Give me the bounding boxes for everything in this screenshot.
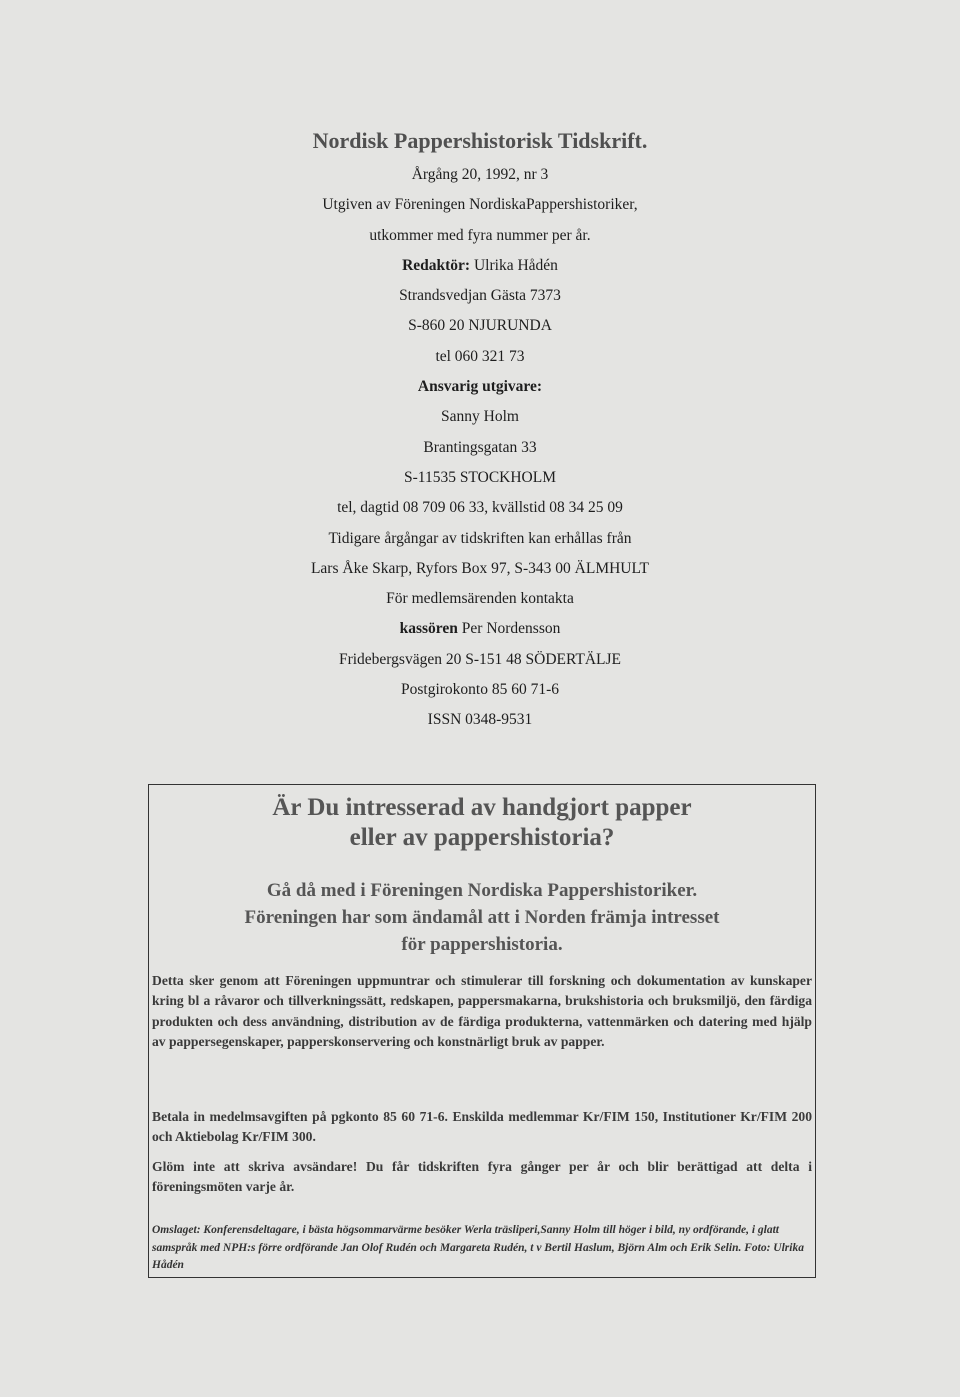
colophon-line: [0, 493, 960, 523]
colophon-line: [0, 281, 960, 311]
colophon-text: Ulrika Hådén: [470, 256, 558, 274]
colophon-line: [0, 311, 960, 341]
colophon-text: Strandsvedjan Gästa 7373: [399, 287, 561, 305]
membership-ad-box: [148, 784, 816, 1278]
colophon-line: [0, 524, 960, 554]
colophon-text: tel 060 321 73: [435, 347, 525, 365]
colophon-line: [0, 372, 960, 402]
colophon-text: Tidigare årgångar av tidskriften kan erhållas från: [328, 529, 632, 547]
ad-paragraph-purpose: Detta sker genom att Föreningen uppmuntrar och stimulerar till forskning och dokumentation av kunskaper kring bl a råvaror och tillverkningssätt, redskapen, pappersmakarna, brukshistoria och bruksmiljö, den färdiga produkten och dess användning, distribution av de färdiga produkterna, vattenmärken och datering med hjälp av pappersegenskaper, papperskonservering och konstnärligt bruk av papper.: [152, 973, 812, 1049]
colophon-label: kassören: [399, 620, 458, 638]
colophon-line: [0, 190, 960, 220]
colophon-line: [0, 705, 960, 735]
colophon-text: För medlemsärenden kontakta: [386, 590, 574, 608]
colophon-text: ISSN 0348-9531: [427, 711, 533, 729]
ad-heading-line-2: eller av pappershistoria?: [349, 824, 615, 851]
colophon-line: [0, 402, 960, 432]
colophon-text: S-11535 STOCKHOLM: [403, 468, 556, 486]
colophon-line: [0, 160, 960, 190]
colophon-text: Lars Åke Skarp, Ryfors Box 97, S-343 00 ÄLMHULT: [310, 559, 650, 577]
colophon-line: [0, 251, 960, 281]
colophon-text: Postgirokonto 85 60 71-6: [400, 681, 560, 699]
colophon-line: [0, 645, 960, 675]
colophon-label: Redaktör:: [402, 256, 471, 274]
colophon-line: [0, 614, 960, 644]
colophon-line: [0, 584, 960, 614]
colophon-line: [0, 221, 960, 251]
colophon-line: [0, 463, 960, 493]
ad-paragraph-reminder: Glöm inte att skriva avsändare! Du får tidskriften fyra gånger per år och blir berättigad att delta i föreningsmöten varje år.: [152, 1159, 812, 1195]
ad-heading: [149, 793, 815, 853]
journal-title: Nordisk Pappershistorisk Tidskrift.: [312, 128, 648, 153]
colophon-line: [0, 675, 960, 705]
ad-heading-line-1: Är Du intresserad av handgjort papper: [272, 794, 692, 821]
colophon-line: [0, 433, 960, 463]
colophon-line: [0, 342, 960, 372]
colophon-line: [0, 554, 960, 584]
cover-caption: Omslaget: Konferensdeltagare, i bästa högsommarvärme besöker Werla träsliperi,Sanny Holm till höger i bild, ny ordförande, i glatt samspråk med NPH:s förre ordförande Jan Olof Rudén och Margareta Rudén, t v Bertil Haslum, Björn Alm och Erik Selin. Foto: Ulrika Hådén: [152, 1224, 804, 1271]
ad-subheading-line-2: Föreningen har som ändamål att i Norden främja intresset: [244, 907, 720, 928]
colophon: [0, 160, 960, 736]
ad-subheading-line-1: Gå då med i Föreningen Nordiska Pappershistoriker.: [266, 880, 698, 901]
colophon-text: tel, dagtid 08 709 06 33, kvällstid 08 34 25 09: [337, 499, 623, 517]
colophon-text: Utgiven av Föreningen NordiskaPappershistoriker,: [322, 196, 638, 214]
colophon-text: utkommer med fyra nummer per år.: [369, 226, 591, 244]
colophon-label: Ansvarig utgivare:: [417, 378, 543, 396]
ad-subheading-line-3: för pappershistoria.: [401, 934, 563, 955]
ad-paragraph-fees: Betala in medelmsavgiften på pgkonto 85 60 71-6. Enskilda medlemmar Kr/FIM 150, Institutioner Kr/FIM 200 och Aktiebolag Kr/FIM 300.: [152, 1109, 812, 1145]
colophon-text: Årgång 20, 1992, nr 3: [411, 166, 549, 183]
colophon-text: Sanny Holm: [441, 408, 519, 426]
colophon-text: S-860 20 NJURUNDA: [408, 317, 552, 335]
colophon-text: Per Nordensson: [457, 620, 561, 638]
colophon-text: Fridebergsvägen 20 S-151 48 SÖDERTÄLJE: [338, 650, 622, 668]
ad-subheading: [149, 877, 815, 958]
colophon-text: Brantingsgatan 33: [423, 438, 537, 456]
